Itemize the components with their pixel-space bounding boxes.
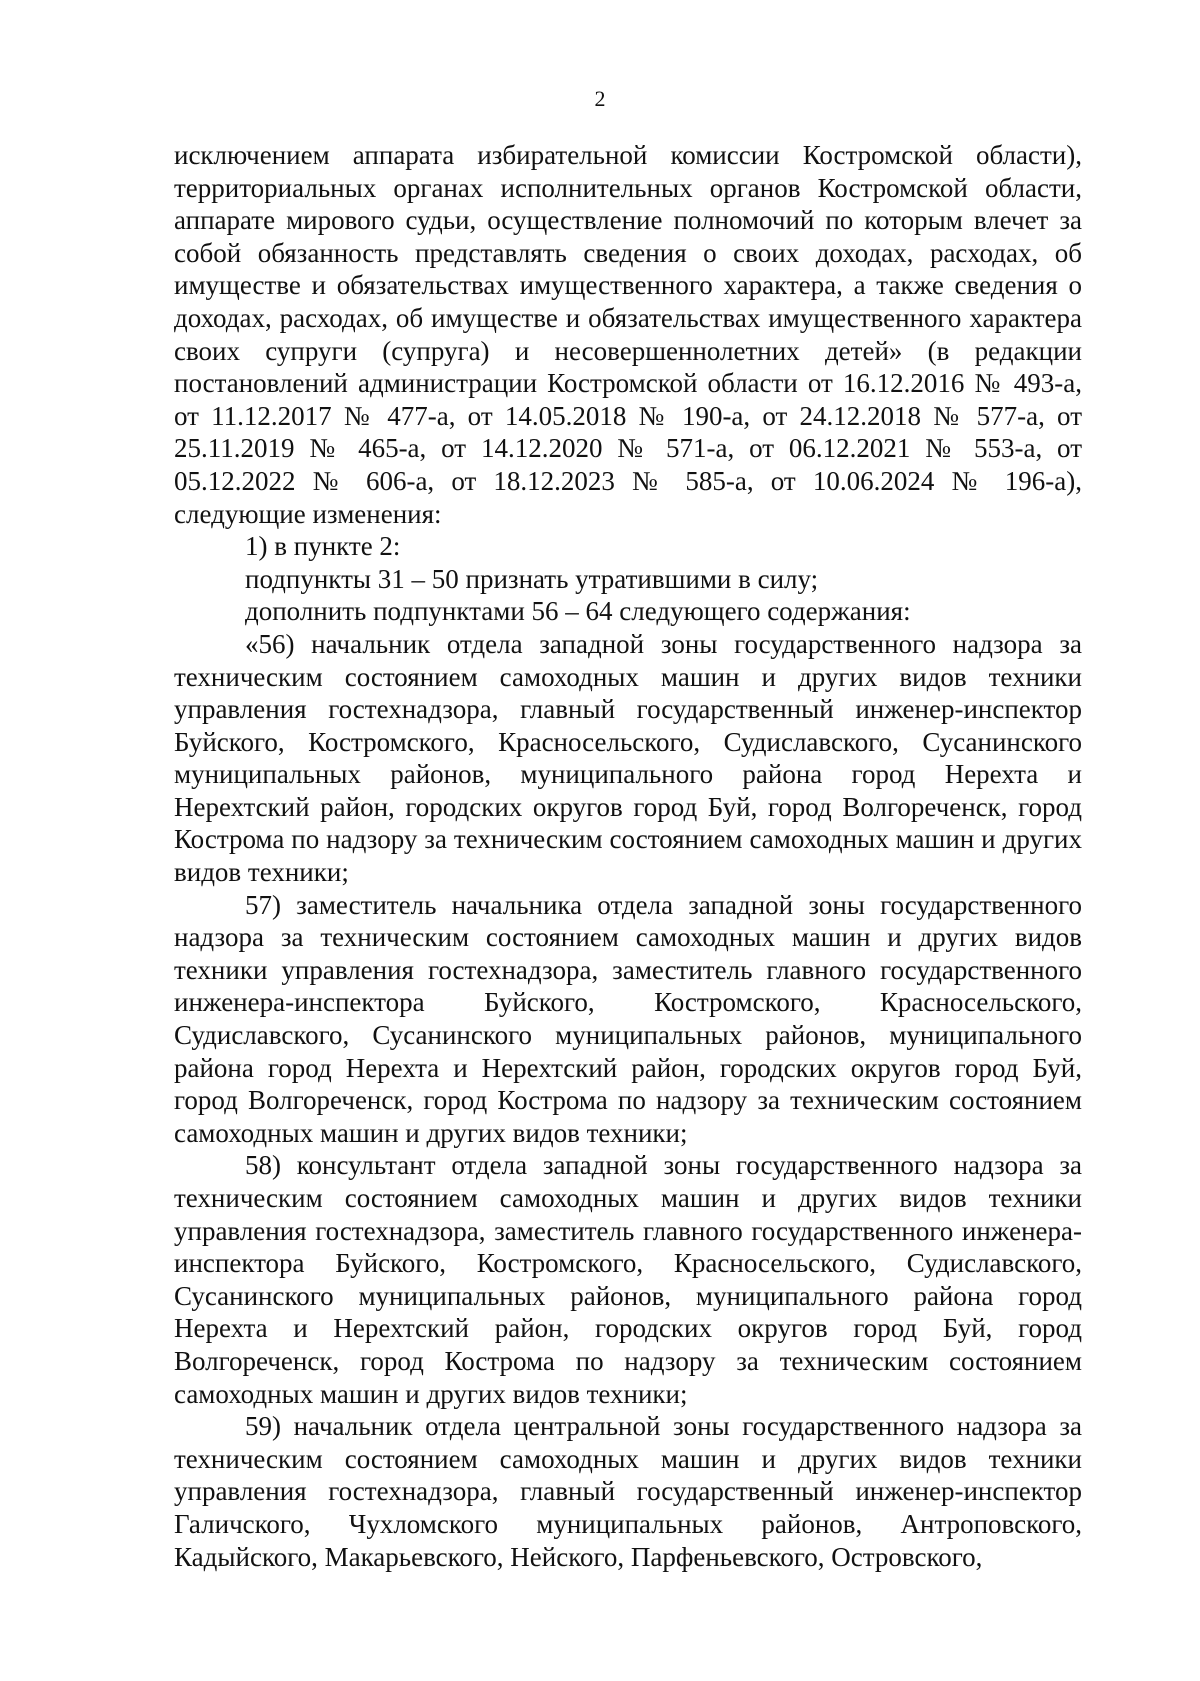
paragraph-point-1: 1) в пункте 2: [245, 531, 401, 562]
document-body [174, 139, 1082, 1573]
page-number: 2 [594, 86, 606, 111]
paragraph-item-58: 58) консультант отдела западной зоны государственного надзора за техническим состоянием самоходных машин и других видов техники управления гостехнадзора, заместитель главного государственного инженера-инспектора Буйского, Костромского, Красносельского, Судиславского, Сусанинского муниципальных районов, муниципального района город Нерехта и Нерехтский район, городских округов город Буй, город Волгореченск, город Кострома по надзору за техническим состоянием самоходных машин и других видов техники; [174, 1150, 1082, 1409]
paragraph-item-59: 59) начальник отдела центральной зоны государственного надзора за техническим состоянием самоходных машин и других видов техники управления гостехнадзора, главный государственный инженер-инспектор Галичского, Чухломского муниципальных районов, Антроповского, Кадыйского, Макарьевского, Нейского, Парфеньевского, Островского, [174, 1411, 1082, 1572]
paragraph-intro: исключением аппарата избирательной комиссии Костромской области), территориальных органах исполнительных органов Костромской области, аппарате мирового судьи, осуществление полномочий по которым влечет за собой обязанность представлять сведения о своих доходах, расходах, об имуществе и обязательствах имущественного характера, а также сведения о доходах, расходах, об имуществе и обязательствах имущественного характера своих супруги (супруга) и несовершеннолетних детей» (в редакции постановлений администрации Костромской области от 16.12.2016 № 493-а, от 11.12.2017 № 477-а, от 14.05.2018 № 190-а, от 24.12.2018 № 577-а, от 25.11.2019 № 465-а, от 14.12.2020 № 571-а, от 06.12.2021 № 553-а, от 05.12.2022 № 606-а, от 18.12.2023 № 585-а, от 10.06.2024 № 196-а), следующие изменения: [174, 140, 1082, 529]
paragraph-supplement: дополнить подпунктами 56 – 64 следующего содержания: [245, 596, 911, 627]
paragraph-item-56: «56) начальник отдела западной зоны государственного надзора за техническим состоянием самоходных машин и других видов техники управления гостехнадзора, главный государственный инженер-инспектор Буйского, Костромского, Красносельского, Судиславского, Сусанинского муниципальных районов, муниципального района город Нерехта и Нерехтский район, городских округов город Буй, город Волгореченск, город Кострома по надзору за техническим состоянием самоходных машин и других видов техники; [174, 628, 1082, 888]
paragraph-subpoints-repealed: подпункты 31 – 50 признать утратившими в силу; [245, 563, 819, 594]
paragraph-item-57: 57) заместитель начальника отдела западной зоны государственного надзора за техническим состоянием самоходных машин и других видов техники управления гостехнадзора, заместитель главного государственного инженера-инспектора Буйского, Костромского, Красносельского, Судиславского, Сусанинского муниципальных районов, муниципального района город Нерехта и Нерехтский район, городских округов город Буй, город Волгореченск, город Кострома по надзору за техническим состоянием самоходных машин и других видов техники; [174, 889, 1082, 1148]
